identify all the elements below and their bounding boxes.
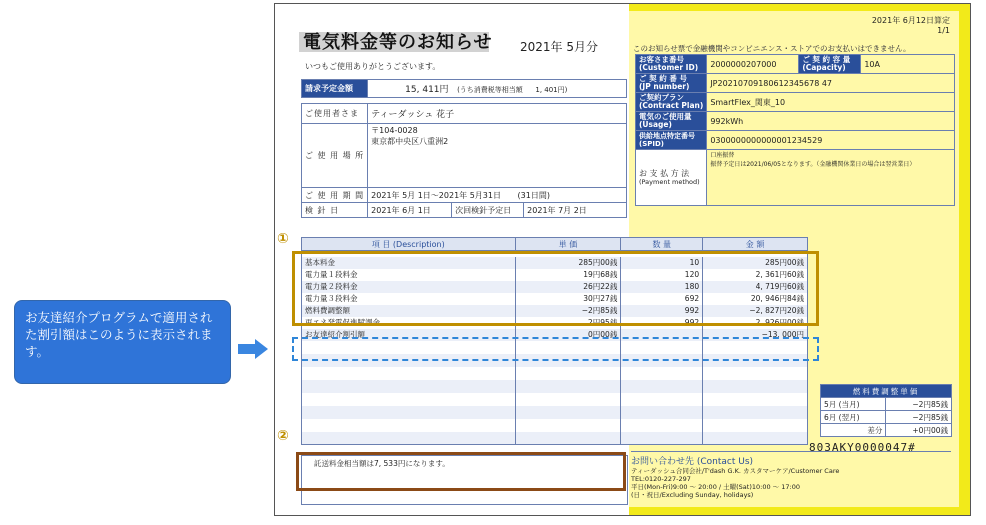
- item-price: 2円95銭: [515, 317, 621, 329]
- billing-tax-amount: 1, 401円): [535, 86, 568, 94]
- spid-label: 供給地点特定番号: [639, 132, 695, 140]
- location-label: ご 使 用 場 所: [302, 124, 368, 188]
- fuel-adjustment-table: [820, 384, 952, 437]
- item-price: 285円00銭: [515, 257, 621, 269]
- customer-id-label-cell: [636, 55, 707, 74]
- item-amount: 20, 946円84銭: [703, 293, 808, 305]
- item-name: 電力量１段料金: [302, 269, 516, 281]
- item-qty: 10: [621, 257, 703, 269]
- period-label: ご 使 用 期 間: [302, 188, 368, 203]
- item-qty: 692: [621, 293, 703, 305]
- item-price: 0円00銭: [515, 329, 621, 341]
- fuel-label: 6月 (翌月): [821, 411, 886, 424]
- item-name: 燃料費調整額: [302, 305, 516, 317]
- period-days: (31日間): [517, 190, 550, 200]
- usage-label: 電気のご使用量: [639, 112, 692, 121]
- calc-date: 2021年 6月12日算定: [871, 16, 950, 25]
- jp-label-cell: [636, 74, 707, 93]
- contact-hours: 平日(Mon-Fri)9:00 ～ 20:00 / 土曜(Sat)10:00 ～ 17:00: [631, 483, 800, 491]
- item-price: 26円22銭: [515, 281, 621, 293]
- next-meter-label: 次回検針予定日: [452, 203, 524, 218]
- plan: SmartFlex_関東_10: [707, 93, 955, 112]
- callout-note: [14, 300, 231, 384]
- contact-title: お問い合わせ先 (Contact Us): [631, 457, 754, 467]
- plan-label-cell: [636, 93, 707, 112]
- period-cell: [368, 188, 627, 203]
- spid-label-cell: [636, 131, 707, 150]
- pay-method: 口座振替: [710, 152, 735, 159]
- customer-id: 2000000207000: [707, 55, 799, 74]
- billing-tax-label: (うち消費税等相当額: [457, 86, 523, 94]
- item-name: お友達紹介割引額: [302, 329, 516, 341]
- usage-label-cell: [636, 112, 707, 131]
- pay-cell: [707, 150, 955, 206]
- item-name: 基本料金: [302, 257, 516, 269]
- fuel-title: 燃料費調整単価: [821, 385, 952, 398]
- fuel-label: 差分: [821, 424, 886, 437]
- charges-header: [302, 238, 808, 251]
- item-price: 30円27銭: [515, 293, 621, 305]
- yellow-border-bottom: [629, 507, 971, 515]
- customer-label: ご使用者さま: [302, 104, 368, 124]
- contact-closed: (日・祝日/Excluding Sunday, holidays): [631, 491, 754, 499]
- yellow-border-top: [629, 4, 971, 11]
- item-amount: −13, 000円: [703, 329, 808, 341]
- item-name: 電力量３段料金: [302, 293, 516, 305]
- left-info-table: [301, 79, 627, 218]
- location-address: 東京都中央区八重洲2: [371, 137, 449, 146]
- yellow-border-right: [959, 4, 971, 515]
- billing-amount: 15, 411円: [405, 85, 449, 95]
- item-qty: 120: [621, 269, 703, 281]
- item-amount: 4, 719円60銭: [703, 281, 808, 293]
- next-meter-value: 2021年 7月 2日: [524, 203, 627, 218]
- right-arrow-icon: [238, 339, 268, 359]
- fuel-value: +0円00銭: [886, 424, 952, 437]
- jp-en: (JP number): [639, 82, 690, 91]
- bill-title: 電気料金等のお知らせ: [303, 32, 493, 53]
- greeting: いつもご使用ありがとうございます。: [305, 62, 441, 71]
- item-price: 19円68銭: [515, 269, 621, 281]
- customer-id-en: (Customer ID): [639, 63, 699, 72]
- item-qty: 180: [621, 281, 703, 293]
- item-qty: 992: [621, 317, 703, 329]
- plan-en: (Contract Plan): [639, 101, 704, 110]
- pay-label-cell: [636, 150, 707, 206]
- page-number: 1/1: [937, 26, 950, 35]
- usage: 992kWh: [707, 112, 955, 131]
- item-qty: 992: [621, 305, 703, 317]
- usage-en: (Usage): [639, 120, 672, 129]
- highlight-remark: [296, 452, 626, 491]
- remark-text: 託送料金相当額は7, 533円になります。: [314, 459, 450, 468]
- contact-company: ティーダッシュ合同会社/T'dash G.K. カスタマーケア/Customer Care: [631, 467, 840, 475]
- pay-label: お 支 払 方 法: [639, 168, 690, 178]
- payment-notice: このお知らせ票で金融機関やコンビニエンス・ストアでのお支払いはできません。: [633, 44, 911, 53]
- fuel-label: 5月 (当月): [821, 398, 886, 411]
- meter-label: 検 針 日: [302, 203, 368, 218]
- capacity-en: (Capacity): [802, 63, 846, 72]
- fuel-value: −2円85銭: [886, 398, 952, 411]
- item-amount: −2, 827円20銭: [703, 305, 808, 317]
- customer-id-label: お客さま番号: [639, 55, 684, 64]
- calc-date-block: [872, 16, 950, 36]
- item-amount: 285円00銭: [703, 257, 808, 269]
- barcode-text: 803AKY0000047#: [809, 441, 916, 454]
- contact-tel: TEL:0120-227-297: [631, 475, 691, 483]
- item-amount: 2, 361円60銭: [703, 269, 808, 281]
- contact-box: [631, 451, 951, 501]
- right-info-table: [635, 54, 955, 206]
- item-name: 電力量２段料金: [302, 281, 516, 293]
- marker-two: ②: [277, 428, 289, 444]
- col-unit-price: 単 価: [515, 238, 621, 251]
- capacity-label: ご 契 約 容 量: [802, 55, 851, 64]
- bill-month: 2021年 5月分: [520, 40, 598, 54]
- col-amount: 金 額: [703, 238, 808, 251]
- plan-label: ご契約プラン: [639, 93, 684, 102]
- pay-note: 振替予定日は2021/06/05となります。（金融機関休業日の場合は翌営業日）: [710, 161, 916, 168]
- pay-en: (Payment method): [639, 177, 700, 186]
- location-zip: 〒104-0028: [371, 126, 418, 135]
- spid: 0300000000000001234529: [707, 131, 955, 150]
- jp-label: ご 契 約 番 号: [639, 74, 687, 83]
- jp-number: JP20210709180612345678 47: [707, 74, 955, 93]
- capacity-label-cell: [799, 55, 861, 74]
- fuel-value: −2円85銭: [886, 411, 952, 424]
- highlight-charges: [292, 251, 819, 326]
- marker-one: ①: [277, 231, 289, 247]
- meter-value: 2021年 6月 1日: [368, 203, 452, 218]
- customer-name: ティーダッシュ 花子: [368, 104, 627, 124]
- table-row: [821, 411, 952, 424]
- col-description: 項 目 (Description): [302, 238, 516, 251]
- period-value: 2021年 5月 1日～2021年 5月31日: [371, 190, 501, 200]
- billing-label: 請求予定金額: [302, 80, 368, 98]
- item-name: 再エネ発電促進賦課金: [302, 317, 516, 329]
- item-amount: 2, 926円00銭: [703, 317, 808, 329]
- callout-text: お友達紹介プログラムで適用された割引額はこのように表示されます。: [25, 310, 213, 359]
- col-quantity: 数 量: [621, 238, 703, 251]
- spid-en: (SPID): [639, 140, 664, 148]
- billing-cell: [368, 80, 627, 98]
- table-row: [821, 398, 952, 411]
- item-price: −2円85銭: [515, 305, 621, 317]
- highlight-friend-discount: [292, 337, 819, 361]
- location-cell: [368, 124, 627, 188]
- capacity: 10A: [861, 55, 955, 74]
- table-row: [821, 424, 952, 437]
